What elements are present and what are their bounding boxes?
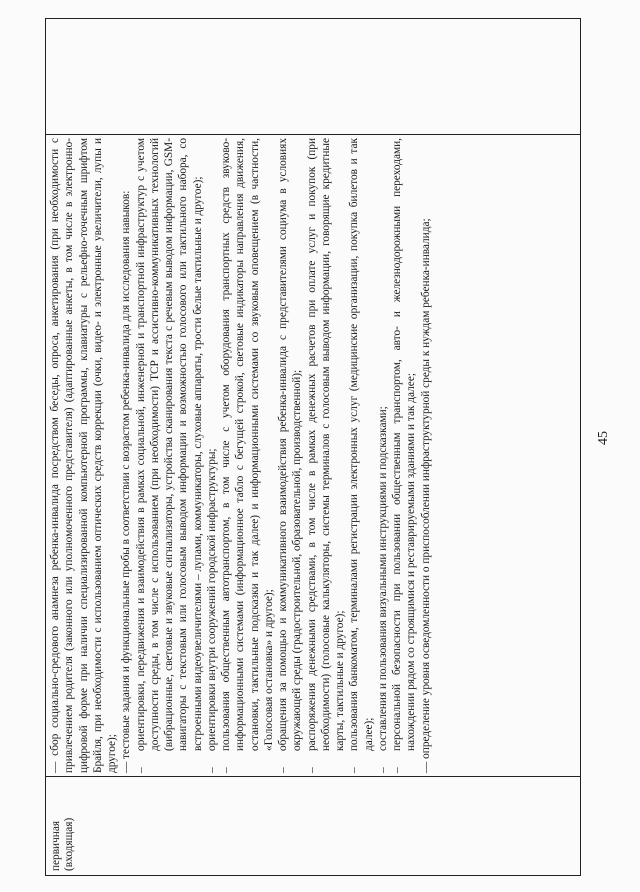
empty-cell xyxy=(46,19,581,135)
list-item: – ориентировки внутри сооружений городской инфраструктуры; xyxy=(205,448,218,773)
list-item: – персональной безопасности при пользовании общественным транспортом, авто- и железнодорожными переходами, нахождении рядом со строящимися и реставрируемыми зданиями и так далее; xyxy=(391,138,418,773)
content-cell xyxy=(46,135,581,777)
methods-table xyxy=(45,18,581,876)
stage-cell xyxy=(46,777,581,876)
list-item: – пользования общественным автотранспортом, в том числе с учетом оборудования транспортных средств звуково-информационными системами (информационное табло с бегущей строкой, световые индикаторы направления движения, остановки, тактильные подсказки и так далее) и информационными системами со звуковым оповещением (в частности, «Голосовая остановка» и другое); xyxy=(220,138,275,773)
list-item: – обращения за помощью и коммуникативного взаимодействия ребенка-инвалида с представителями социума в условиях окружающей среды (градостроительной, образовательной, производственной); xyxy=(277,138,304,773)
list-item: – распоряжения денежными средствами, в том числе в рамках денежных расчетов при оплате услуг и покупок (при необходимости) (голосовые калькуляторы, системы терминалов с голосовым выводом информации, говорящие кредитные карты, тактильные и другое); xyxy=(305,138,346,773)
list-item: – ориентировки, передвижения и взаимодействия в рамках социальной, инженерной и транспортной инфраструктур с учетом доступности среды, в том числе с использованием (при необходимости) ТСР и ассистивно-коммуникативных технологий (вибрационные, световые и звуковые сигнализаторы, устройства сканирования текста с речевым выводом информации, GSM-навигаторы с текстовым или голосовым выводом информации и возможностью голосового или тактильного набора, со встроенными видеоувеличителями – лупами, коммуникаторы, слуховые аппараты, трости белые тактильные и другое); xyxy=(134,138,204,773)
paragraph-anamnesis: — сбор социально-средового анамнеза ребенка-инвалида посредством беседы, опроса, анкетирования (при необходимости с привлечением родителя (законного или уполномоченного представителя) (адаптированные анкеты, в том числе в электронно-цифровой форме при наличии специализированной компьютерной программы, клавиатуры с рельефно-точечным шрифтом Брайля, при необходимости с использованием оптических средств коррекции (очки, видео- и электронные увеличители, лупы и другое); xyxy=(49,138,118,773)
paragraph-tests: — тестовые задания и функциональные пробы в соответствии с возрастом ребенка-инвалида для исследования навыков: xyxy=(120,190,133,773)
rotated-landscape-page xyxy=(15,18,621,876)
skills-list xyxy=(134,138,419,773)
list-item: – пользования банкоматом, терминалами регистрации электронных услуг (медицинские организации, покупка билетов и так далее); xyxy=(348,138,375,773)
paragraph-final: — определение уровня осведомленности о приспособлении инфраструктурной среды к нуждам ребенка-инвалида; xyxy=(419,218,432,773)
stage-label: первичная (входящая) xyxy=(50,817,75,871)
page-number: 45 xyxy=(596,431,611,445)
table-row xyxy=(46,19,581,876)
list-item: – составления и пользования визуальными инструкциями и подсказками; xyxy=(376,406,389,773)
